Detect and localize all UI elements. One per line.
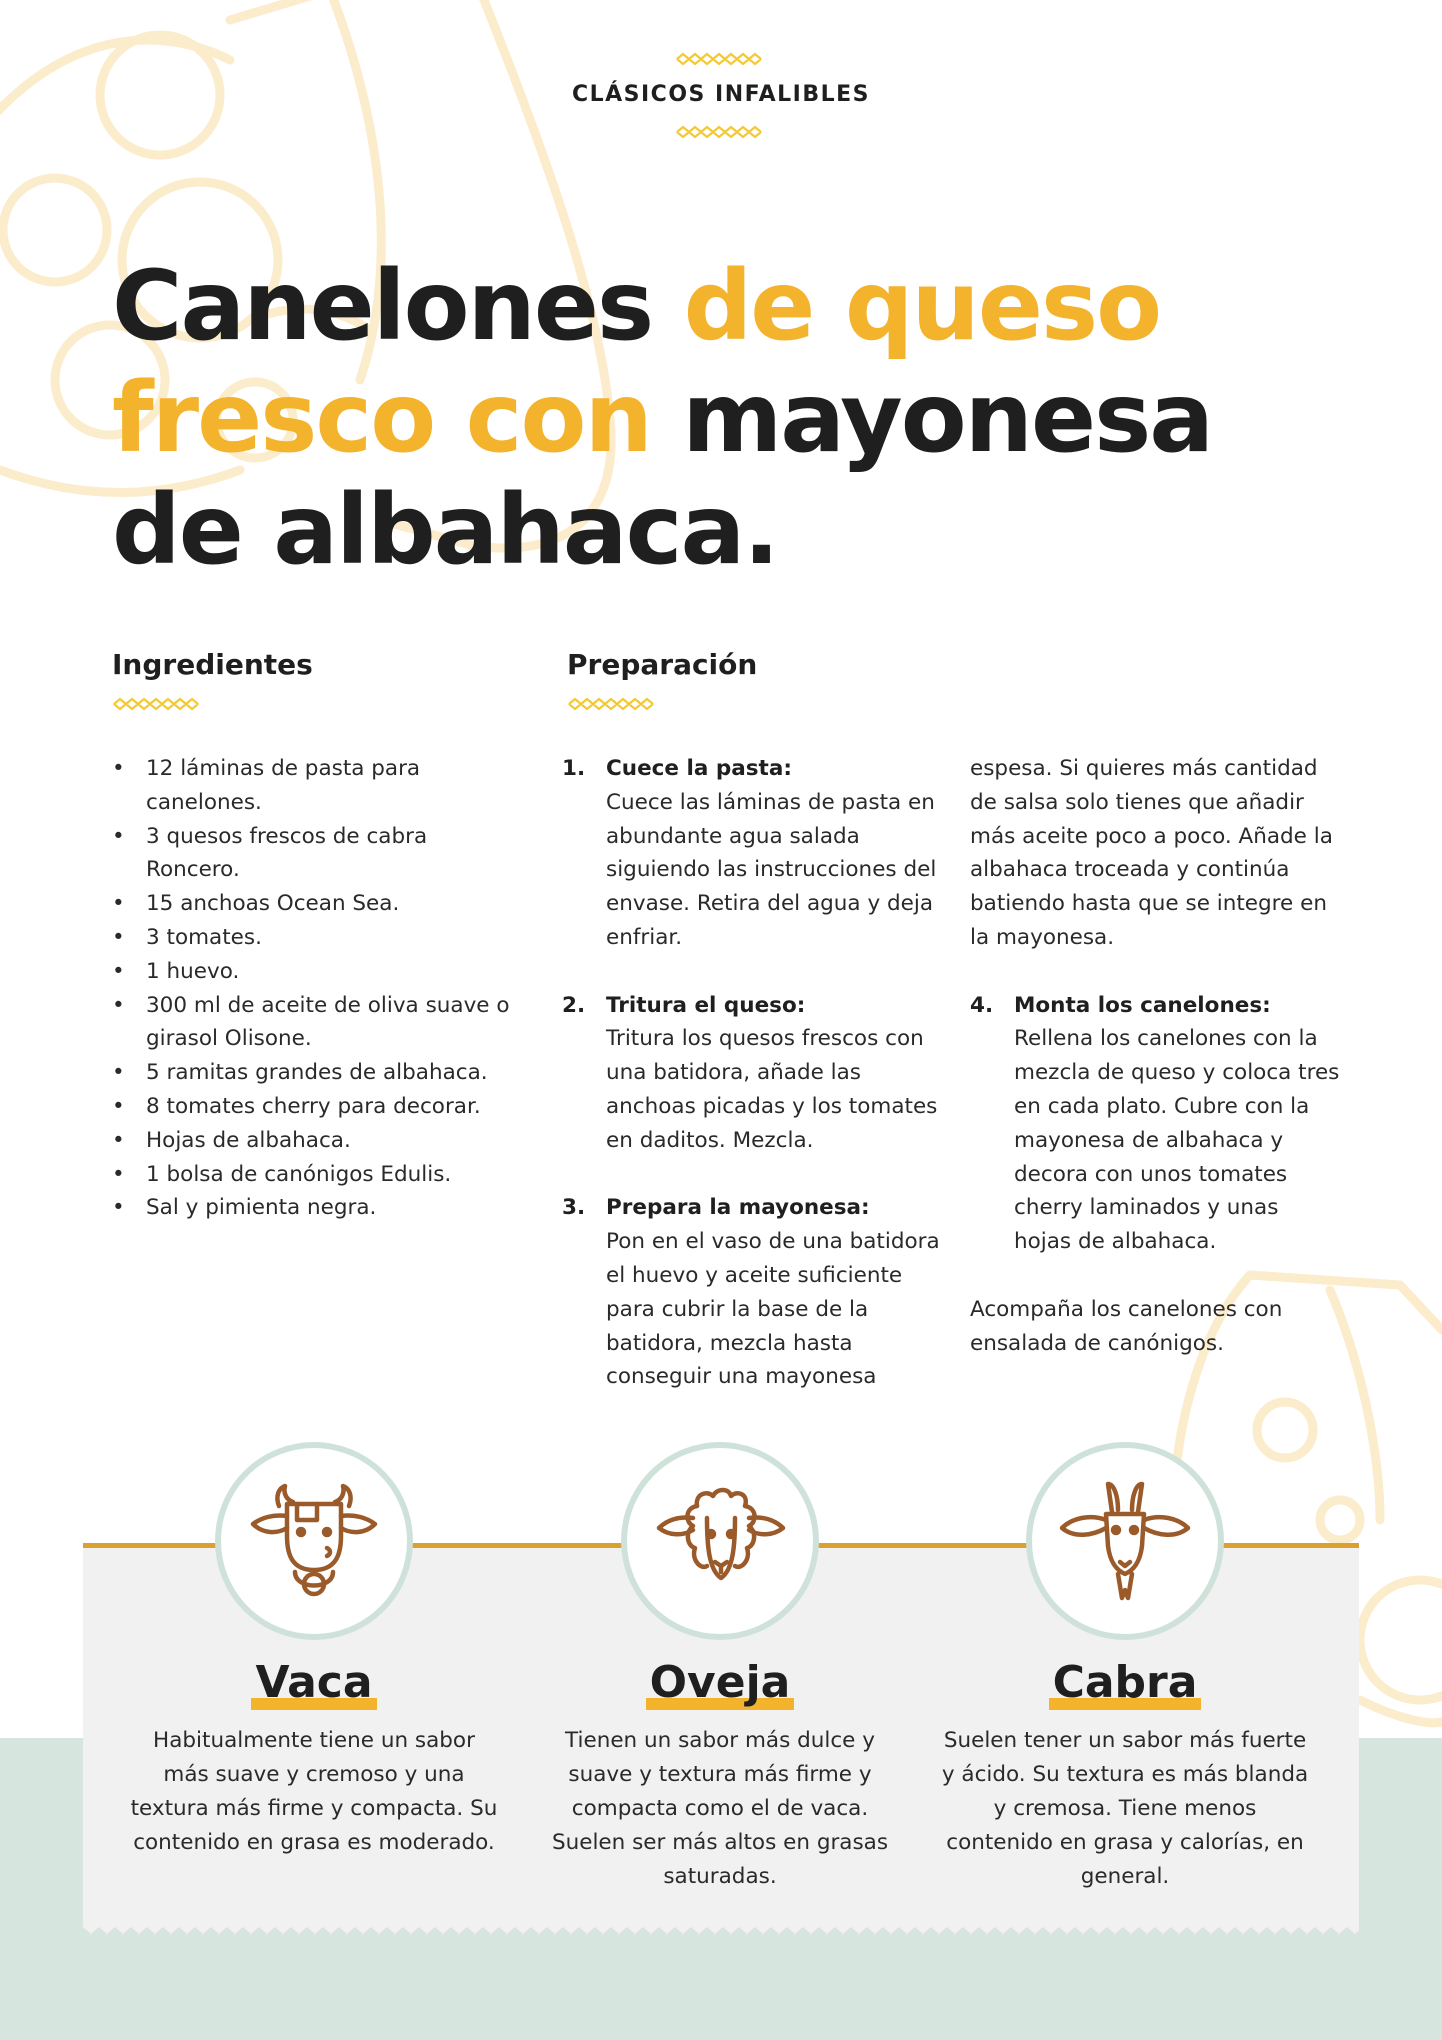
eyebrow-label: CLÁSICOS INFALIBLES [571, 82, 871, 107]
ingredients-list [112, 752, 512, 1225]
goat-icon [1050, 1466, 1200, 1616]
closing-text: Acompaña los canelones con ensalada de canónigos. [970, 1296, 1283, 1356]
step-3-continued [970, 752, 1340, 955]
list-item: • 5 ramitas grandes de albahaca. [112, 1056, 512, 1090]
preparation-heading-block [567, 648, 757, 711]
step-number: 3. [562, 1195, 586, 1221]
list-item: • 1 bolsa de canónigos Edulis. [112, 1158, 512, 1192]
zigzag-ornament-ingredients [112, 697, 202, 711]
cheese-description: Tienen un sabor más dulce y suave y textura más firme y compacta como el de vaca. Suelen ser más altos en grasas saturadas. [551, 1728, 889, 1889]
step-3 [562, 1191, 942, 1394]
step-title: Prepara la mayonesa: [606, 1195, 870, 1221]
preparation-column-2 [970, 752, 1340, 1394]
title-highlight: de queso fresco con [112, 250, 1161, 474]
step-title: Monta los canelones: [1014, 992, 1271, 1018]
list-item: • Hojas de albahaca. [112, 1124, 512, 1158]
step-number: 1. [562, 756, 586, 781]
preparation-heading: Preparación [567, 648, 758, 681]
cheese-name: Vaca [251, 1656, 376, 1710]
cow-icon [239, 1466, 389, 1616]
zigzag-ornament-preparation [567, 697, 657, 711]
ingredients-heading-block [112, 648, 313, 711]
closing-note [970, 1293, 1340, 1361]
step-body: Tritura los quesos frescos con una batidora, añade las anchoas picadas y los tomates en daditos. Mezcla. [606, 1026, 938, 1153]
icon-circle [1026, 1442, 1224, 1640]
step-2 [562, 989, 942, 1158]
step-1 [562, 752, 942, 955]
title-part-3: mayonesa de albahaca. [112, 362, 1213, 586]
step-body: Rellena los canelones con la mezcla de queso y coloca tres en cada plato. Cubre con la mayonesa de albahaca y decora con unos tomates cherry laminados y unas hojas de albahaca. [1014, 1026, 1340, 1255]
icon-circle [215, 1442, 413, 1640]
step-body: Cuece las láminas de pasta en abundante agua salada siguiendo las instrucciones del envase. Retira del agua y deja enfriar. [606, 789, 937, 950]
eyebrow-block [0, 52, 1442, 139]
list-item: • 1 huevo. [112, 955, 512, 989]
step-number: 4. [970, 992, 994, 1018]
step-body-continued: espesa. Si quieres más cantidad de salsa solo tienes que añadir más aceite poco a poco. Añade la albahaca troceada y continúa batiendo hasta que se integre en la mayonesa. [970, 756, 1333, 950]
list-item: • 3 tomates. [112, 921, 512, 955]
title-part-1: Canelones [112, 250, 684, 362]
list-item: • 15 anchoas Ocean Sea. [112, 887, 512, 921]
list-item: • Sal y pimienta negra. [112, 1191, 512, 1225]
list-item: • 300 ml de aceite de oliva suave o girasol Olisone. [112, 989, 512, 1057]
step-title: Tritura el queso: [606, 992, 806, 1018]
cheese-type-vaca [124, 1442, 504, 1860]
zigzag-ornament-top [675, 52, 767, 66]
step-4 [970, 989, 1340, 1259]
list-item: • 12 láminas de pasta para canelones. [112, 752, 512, 820]
cheese-description: Suelen tener un sabor más fuerte y ácido. Su textura es más blanda y cremosa. Tiene menos contenido en grasa y calorías, en general. [941, 1728, 1309, 1889]
cheese-name: Oveja [646, 1656, 795, 1710]
ingredients-heading: Ingredientes [112, 648, 313, 681]
recipe-title [112, 250, 1372, 586]
cheese-name: Cabra [1049, 1656, 1202, 1710]
card-scalloped-edge [83, 1923, 1359, 1935]
zigzag-ornament-bottom [675, 125, 767, 139]
cheese-description: Habitualmente tiene un sabor más suave y cremoso y una textura más firme y compacta. Su contenido en grasa es moderado. [130, 1728, 498, 1855]
list-item: • 8 tomates cherry para decorar. [112, 1090, 512, 1124]
step-title: Cuece la pasta: [606, 756, 792, 781]
step-number: 2. [562, 992, 586, 1018]
preparation-column-1 [562, 752, 942, 1428]
sheep-icon [645, 1466, 795, 1616]
list-item: • 3 quesos frescos de cabra Roncero. [112, 820, 512, 888]
step-body: Pon en el vaso de una batidora el huevo y aceite suficiente para cubrir la base de la batidora, mezcla hasta conseguir una mayonesa [606, 1229, 940, 1390]
icon-circle [621, 1442, 819, 1640]
cheese-type-cabra [935, 1442, 1315, 1894]
cheese-type-oveja [530, 1442, 910, 1894]
